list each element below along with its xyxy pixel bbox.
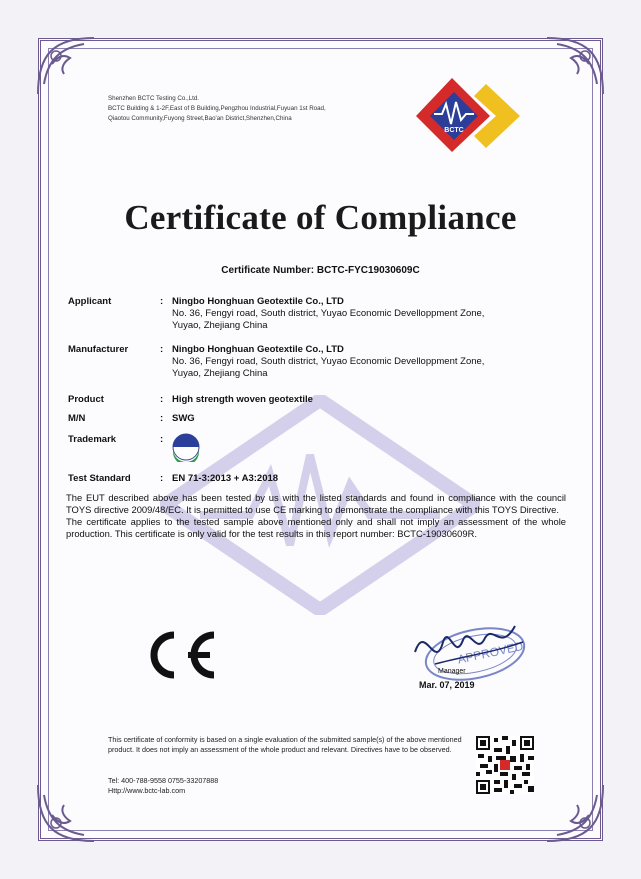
- issuer-name: Shenzhen BCTC Testing Co.,Ltd.: [108, 95, 200, 102]
- qr-code-icon: [476, 736, 534, 794]
- bctc-logo: [414, 74, 524, 154]
- colon: :: [160, 473, 164, 484]
- colon: :: [160, 344, 164, 355]
- manufacturer-address-1: No. 36, Fengyi road, South district, Yuyao Economic Develloppment Zone,: [172, 356, 485, 367]
- issuer-address-2: Qiaotou Community,Fuyong Street,Bao'an District,Shenzhen,China: [108, 115, 292, 122]
- footer-contact: [108, 776, 218, 796]
- manufacturer-name: Ningbo Honghuan Geotextile Co., LTD: [172, 344, 344, 355]
- issuer-info: [108, 94, 326, 124]
- statement-paragraph-1: The EUT described above has been tested by us with the listed standards and found in compliance with the council TOYS directive 2009/48/EC. It is permitted to use CE marking to demonstrate the compliance with this TOYS Directive.: [66, 492, 566, 515]
- applicant-label: Applicant: [68, 296, 112, 307]
- manufacturer-label: Manufacturer: [68, 344, 129, 355]
- applicant-address-1: No. 36, Fengyi road, South district, Yuyao Economic Develloppment Zone,: [172, 308, 485, 319]
- product-label: Product: [68, 394, 104, 405]
- colon: :: [160, 296, 164, 307]
- svg-text:APPROVED: APPROVED: [456, 638, 525, 667]
- mn-label: M/N: [68, 413, 86, 424]
- corner-ornament-bottom-left: [34, 775, 104, 845]
- colon: :: [160, 434, 164, 445]
- corner-ornament-top-left: [34, 34, 104, 104]
- product-value: High strength woven geotextile: [172, 394, 313, 405]
- colon: :: [160, 394, 164, 405]
- test-standard-value: EN 71-3:2013 + A3:2018: [172, 473, 279, 484]
- logo-text: BCTC: [444, 127, 464, 134]
- test-standard-label: Test Standard: [68, 473, 131, 484]
- issuer-address-1: BCTC Building & 1-2F,East of B Building,Pengzhou Industrial,Fuyuan 1st Road,: [108, 105, 326, 112]
- mn-value: SWG: [172, 413, 195, 424]
- footer-tel: Tel: 400-788-9558 0755-33207888: [108, 776, 219, 785]
- certificate-title: Certificate of Compliance: [124, 198, 517, 237]
- statement-text: [66, 492, 566, 540]
- trademark-label: Trademark: [68, 434, 117, 445]
- manufacturer-address-2: Yuyao, Zhejiang China: [172, 368, 268, 379]
- statement-paragraph-2: The certificate applies to the tested sample above mentioned only and shall not imply an assessment of the whole production. This certificate is only valid for the test results in this report number: BCTC-19030609R.: [66, 516, 566, 539]
- ce-mark-icon: [140, 625, 220, 685]
- corner-ornament-top-right: [537, 34, 607, 104]
- colon: :: [160, 413, 164, 424]
- signature-date: Mar. 07, 2019: [419, 680, 475, 690]
- applicant-address-2: Yuyao, Zhejiang China: [172, 320, 268, 331]
- footer-note: This certificate of conformity is based on a single evaluation of the submitted sample(s) of the above mentioned product. It does not imply an assessment of the whole product and relevant. Directives have to be observed.: [108, 735, 462, 754]
- footer-website: Http://www.bctc-lab.com: [108, 786, 186, 795]
- corner-ornament-bottom-right: [537, 775, 607, 845]
- applicant-name: Ningbo Honghuan Geotextile Co., LTD: [172, 296, 344, 307]
- signer-role: Manager: [438, 668, 466, 675]
- trademark-logo-icon: [171, 432, 201, 462]
- certificate-number: Certificate Number: BCTC-FYC19030609C: [221, 265, 420, 276]
